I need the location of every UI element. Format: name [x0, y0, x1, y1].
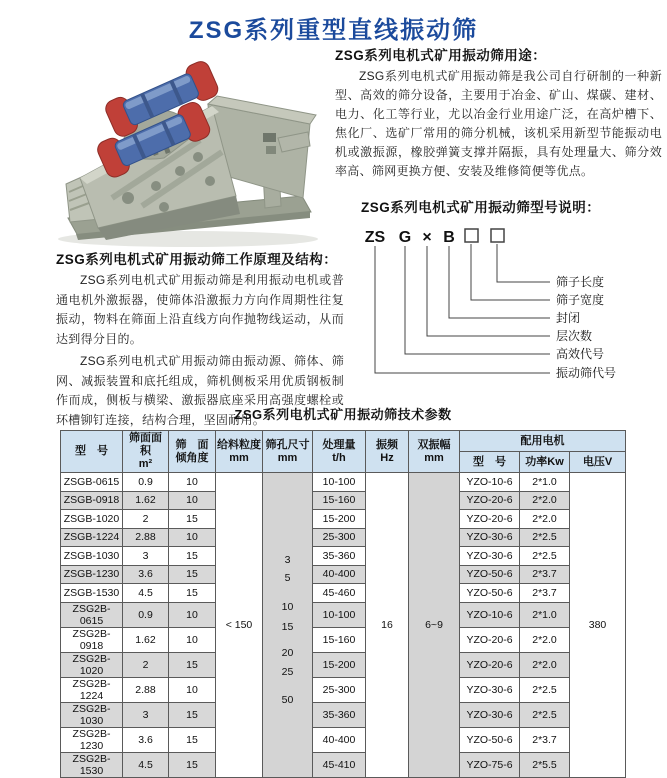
voltage-merged-cell: 380	[570, 473, 626, 778]
model-code-diagram	[335, 222, 657, 384]
usage-paragraph: ZSG系列电机式矿用振动筛是我公司自行研制的一种新型、高效的筛分设备，主要用于冶金、矿山、煤碳、建材、电力、化工等行业，尤以冶金行业用途广泛，在高炉槽下、焦化厂、选矿厂常用的筛分机械，该机采用新型节能振动电机或激振源，橡胶弹簧支撑并隔振，具有处理量大、筛分效率高、筛网更换方便、安装及维修简便等优点。	[335, 69, 662, 178]
box-placeholder	[465, 229, 478, 242]
table-row: ZSG2B-1230 3.6 15 40-400 YZO-50-6 2*3.7	[61, 727, 626, 752]
col-header-model: 型 号	[61, 431, 123, 473]
table-row: ZSGB-1230 3.6 15 40-400 YZO-50-6 2*3.7	[61, 565, 626, 584]
col-header-voltage: 电压V	[570, 452, 626, 473]
spec-table	[60, 430, 626, 778]
col-header-mesh-size: 筛孔尺寸 mm	[263, 431, 313, 473]
table-row: ZSGB-1020 2 15 15-200 YZO-20-6 2*2.0	[61, 510, 626, 529]
page-title: ZSG系列重型直线振动筛	[188, 17, 479, 44]
svg-text:筛子宽度: 筛子宽度	[556, 293, 605, 307]
box-placeholder	[491, 229, 504, 242]
table-row: ZSGB-0615 0.9 10 < 150 3 5 10 15 20 25 50 10-100 16 6~9 YZO-10-6 2*1.0 380	[61, 473, 626, 492]
table-row: ZSGB-1224 2.88 10 25-300 YZO-30-6 2*2.5	[61, 528, 626, 547]
col-header-angle: 筛 面 倾角度	[169, 431, 216, 473]
table-row: ZSG2B-1224 2.88 10 25-300 YZO-30-6 2*2.5	[61, 677, 626, 702]
table-row: ZSGB-1030 3 15 35-360 YZO-30-6 2*2.5	[61, 547, 626, 566]
col-header-motor-model: 型 号	[460, 452, 520, 473]
principle-section	[56, 248, 344, 430]
svg-text:ZS: ZS	[364, 229, 386, 246]
mesh-size-merged-cell: 3 5 10 15 20 25 50	[263, 473, 313, 778]
col-header-capacity: 处理量 t/h	[313, 431, 366, 473]
svg-text:G: G	[398, 229, 412, 246]
table-row: ZSGB-0918 1.62 10 15-160 YZO-20-6 2*2.0	[61, 491, 626, 510]
col-header-feed-size: 给料粒度 mm	[216, 431, 263, 473]
svg-text:×: ×	[422, 229, 432, 246]
model-legend-section	[335, 196, 665, 389]
frequency-merged-cell: 16	[366, 473, 409, 778]
table-row: ZSG2B-0918 1.62 10 15-160 YZO-20-6 2*2.0	[61, 627, 626, 652]
spec-table-section	[60, 404, 626, 778]
svg-text:层次数: 层次数	[556, 329, 593, 343]
col-header-motor-group: 配用电机	[460, 431, 626, 452]
table-row: ZSG2B-1020 2 15 15-200 YZO-20-6 2*2.0	[61, 652, 626, 677]
table-row: ZSGB-1530 4.5 15 45-460 YZO-50-6 2*3.7	[61, 584, 626, 603]
col-header-area: 筛面面积 m²	[123, 431, 169, 473]
col-header-frequency: 振频 Hz	[366, 431, 409, 473]
principle-paragraph-2: ZSG系列电机式矿用振动筛由振动源、筛体、筛网、减振装置和底托组成，筛机侧板采用优质钢板制作而成，侧板与横梁、激振器底座采用高强度螺栓或环槽铆钉连接，结构合理，坚固耐用。	[56, 354, 344, 427]
model-legend-heading: ZSG系列电机式矿用振动筛型号说明：	[361, 200, 601, 215]
table-row: ZSG2B-1030 3 15 35-360 YZO-30-6 2*2.5	[61, 702, 626, 727]
table-row: ZSG2B-0615 0.9 10 10-100 YZO-10-6 2*1.0	[61, 602, 626, 627]
svg-text:B: B	[443, 229, 455, 246]
svg-text:筛子长度: 筛子长度	[556, 275, 605, 289]
col-header-motor-power: 功率Kw	[520, 452, 570, 473]
svg-text:高效代号: 高效代号	[556, 347, 605, 361]
table-row: ZSG2B-1530 4.5 15 45-410 YZO-75-6 2*5.5	[61, 752, 626, 777]
svg-text:封闭: 封闭	[556, 311, 581, 325]
feed-size-merged-cell: < 150	[216, 473, 263, 778]
col-header-amplitude: 双振幅 mm	[409, 431, 460, 473]
svg-text:振动筛代号: 振动筛代号	[556, 366, 617, 380]
machine-photo	[40, 40, 332, 250]
amplitude-merged-cell: 6~9	[409, 473, 460, 778]
spec-table-title: ZSG系列电机式矿用振动筛技术参数	[234, 407, 452, 422]
usage-heading: ZSG系列电机式矿用振动筛用途：	[335, 48, 547, 63]
principle-paragraph-1: ZSG系列电机式矿用振动筛是利用振动电机或普通电机外激振器，使筛体沿激振力方向作周期性往复振动，物料在筛面上沿直线方向作抛物线运动，从而达到得分目的。	[56, 273, 344, 346]
usage-section	[335, 44, 662, 181]
principle-heading: ZSG系列电机式矿用振动筛工作原理及结构：	[56, 252, 338, 267]
